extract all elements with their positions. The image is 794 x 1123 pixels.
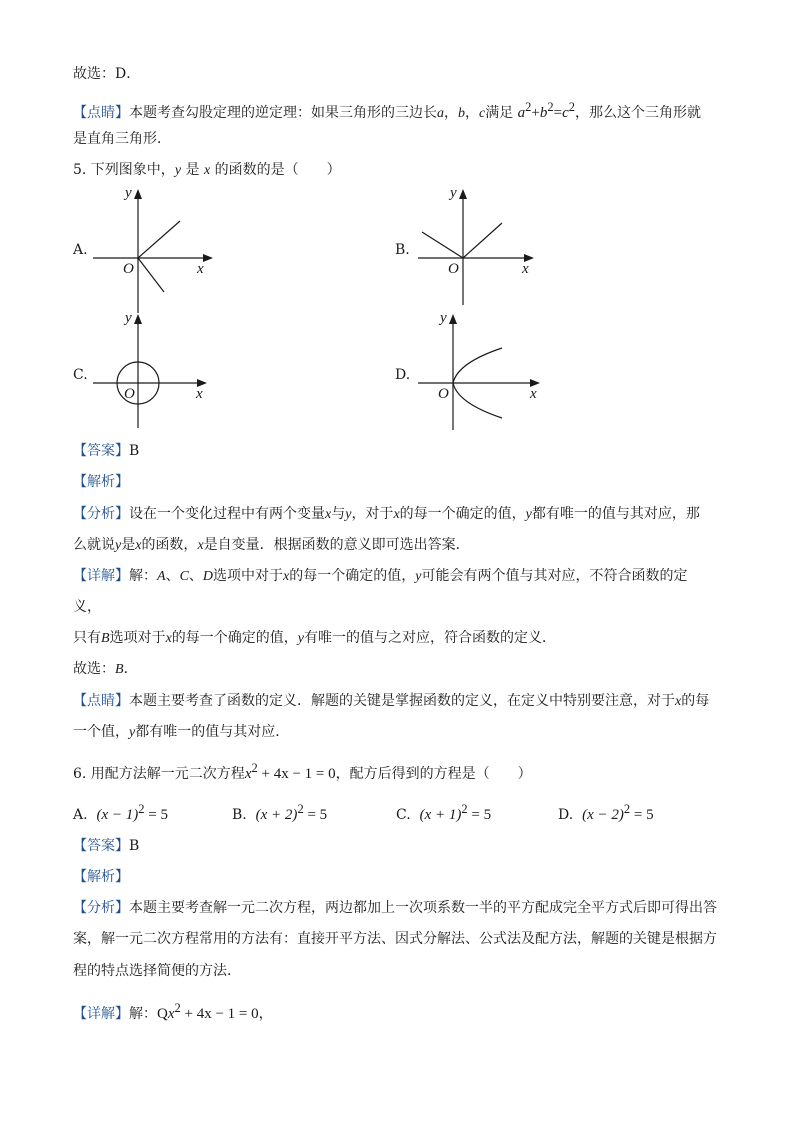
- curve-upper: [138, 221, 180, 258]
- eq-b: b: [539, 105, 548, 121]
- q5-graph-c: [85, 310, 235, 440]
- pythagoras-equation: [517, 100, 576, 121]
- text: 可能会有两个值与其对应，不符合函数的定: [421, 568, 688, 584]
- y-axis-arrow: [134, 189, 142, 199]
- comma: ，: [465, 105, 479, 121]
- q6-option-d: [558, 799, 654, 825]
- exp: 2: [623, 802, 631, 816]
- exp: 2: [461, 802, 468, 816]
- var-x: x: [165, 631, 172, 646]
- q6-fenxi-line-1: [73, 898, 717, 918]
- text: 、: [165, 568, 180, 584]
- q6-stem-text: 6. 用配方法解一元二次方程: [73, 766, 245, 782]
- top-choose-line: [73, 64, 140, 84]
- option-label: C.: [396, 807, 411, 823]
- var-B: B: [101, 631, 110, 646]
- text: 程的特点选择简便的方法．: [73, 963, 241, 979]
- q5-stem: [73, 160, 341, 181]
- var-x: x: [244, 766, 252, 782]
- var-y: y: [345, 507, 352, 522]
- text: 的每: [681, 693, 710, 709]
- var-y: y: [415, 569, 422, 584]
- q5-xiangjie-line-2: [73, 597, 101, 617]
- q5-dianjing-line-1: [73, 691, 709, 712]
- eq-c: c: [562, 105, 569, 121]
- y-axis-label: y: [125, 310, 132, 326]
- q5-graph-a: [85, 185, 235, 315]
- text: 是: [121, 537, 136, 553]
- var-x: x: [325, 507, 332, 522]
- y-axis-label: y: [450, 185, 457, 201]
- q6-stem-text: ，配方后得到的方程是（ ）: [335, 766, 532, 782]
- text: 一个值，: [73, 724, 129, 740]
- y-axis-label: y: [125, 185, 132, 201]
- q6-answer-line: [73, 836, 139, 856]
- text: 解：: [129, 1006, 157, 1022]
- tip-text: 本题考查勾股定理的逆定理：如果三角形的三边长: [129, 105, 437, 121]
- q6-stem: [73, 758, 532, 784]
- var-y: y: [297, 631, 304, 646]
- option-expr: [582, 802, 654, 823]
- var-x: x: [393, 507, 400, 522]
- q6-option-b: [232, 799, 327, 825]
- var-x: x: [283, 569, 290, 584]
- answer-tag: 【答案】: [73, 838, 129, 854]
- fenxi-tag: 【分析】: [73, 506, 129, 522]
- eq-a: a: [517, 105, 526, 121]
- text: 都有唯一的值与其对应，那: [531, 506, 700, 522]
- dianjing-tag: 【点睛】: [73, 693, 129, 709]
- x-axis-arrow: [203, 254, 213, 262]
- q5-stem-text: 5. 下列图象中，: [73, 162, 175, 178]
- tip-tag: 【点睛】: [73, 105, 129, 121]
- rhs: = 5: [630, 807, 654, 823]
- tip-text: 满足: [485, 105, 514, 121]
- q5-choose-line: [73, 659, 138, 680]
- var-A: A: [157, 569, 166, 584]
- tip-text: 是直角三角形．: [73, 131, 171, 147]
- exp: 2: [297, 802, 304, 816]
- answer-value: B: [129, 838, 140, 854]
- text: 解：: [129, 568, 157, 584]
- fenxi-tag: 【分析】: [73, 900, 129, 916]
- eq-op: +: [531, 105, 540, 121]
- var-x: x: [675, 694, 682, 709]
- q5-xiangjie-line-3: [73, 628, 556, 649]
- x-axis-label: x: [197, 261, 204, 277]
- text: 故选：: [73, 661, 115, 677]
- q6-fenxi-line-2: [73, 929, 717, 949]
- top-tip-line-1: [73, 97, 701, 124]
- option-label: D.: [558, 807, 574, 823]
- q5-answer-line: [73, 441, 139, 461]
- var-b: b: [458, 106, 465, 121]
- y-axis-label: y: [440, 310, 447, 326]
- origin-label: O: [123, 261, 134, 277]
- q6-work-equation: [157, 1001, 259, 1022]
- var-x: x: [203, 163, 211, 178]
- expr: (x + 2): [255, 807, 298, 823]
- q5-dianjing-line-2: [73, 722, 289, 743]
- answer-value: B: [129, 443, 140, 459]
- var-x: x: [135, 538, 142, 553]
- analysis-tag: 【解析】: [73, 869, 129, 885]
- q6-equation: [244, 761, 336, 782]
- q5-graph-d: [410, 310, 570, 440]
- curve-right: [463, 223, 502, 258]
- q6-analysis-line: [73, 867, 129, 887]
- q5-graph-b: [410, 185, 560, 315]
- var-c: c: [479, 106, 486, 121]
- q6-xiangjie-line: [73, 998, 273, 1024]
- q6-fenxi-line-3: [73, 961, 241, 981]
- y-axis-arrow: [449, 314, 457, 324]
- curve-lower: [138, 258, 164, 292]
- var-y: y: [525, 507, 532, 522]
- eq-rest: + 4x − 1 = 0: [180, 1006, 259, 1022]
- exp: 2: [251, 761, 258, 775]
- origin-label: O: [448, 261, 459, 277]
- text: 的每一个确定的值，: [289, 568, 416, 584]
- var-B: B: [115, 662, 124, 677]
- expr: (x − 1): [96, 807, 139, 823]
- eq-rest: + 4x − 1 = 0: [257, 766, 336, 782]
- text: 只有: [73, 630, 101, 646]
- q5-fenxi-line-1: [73, 504, 700, 525]
- x-axis-label: x: [530, 386, 537, 402]
- rhs: = 5: [303, 807, 328, 823]
- comma: ，: [444, 105, 458, 121]
- text: 都有唯一的值与其对应．: [135, 724, 290, 740]
- expr: (x + 1): [419, 807, 462, 823]
- y-axis-arrow: [134, 314, 142, 324]
- x-axis-label: x: [522, 261, 529, 277]
- text: 的每一个确定的值，: [171, 630, 298, 646]
- xiangjie-tag: 【详解】: [73, 1006, 129, 1022]
- origin-label: O: [438, 386, 449, 402]
- x-axis-label: x: [196, 386, 203, 402]
- xiangjie-tag: 【详解】: [73, 568, 129, 584]
- text: 选项对于: [109, 630, 166, 646]
- var-x: x: [167, 1006, 175, 1022]
- text: 设在一个变化过程中有两个变量: [129, 506, 325, 522]
- option-label: A.: [73, 807, 88, 823]
- exp: 2: [174, 1001, 181, 1015]
- var-C: C: [179, 569, 189, 584]
- text: 本题主要考查解一元二次方程，两边都加上一次项系数一半的平方配成完全平方式后即可得出答: [129, 900, 717, 916]
- q6-option-a: [73, 799, 168, 825]
- text: 本题主要考查了函数的定义．解题的关键是掌握函数的定义，在定义中特别要注意，对于: [129, 693, 675, 709]
- eq-exp: 2: [525, 100, 532, 114]
- text: 的每一个确定的值，: [399, 506, 526, 522]
- q5-option-a-label: A.: [73, 242, 88, 258]
- eq-op: =: [553, 105, 563, 121]
- q5-stem-text: 是: [181, 162, 204, 178]
- top-choose-text: 故选：D．: [73, 66, 141, 82]
- text: 有唯一的值与之对应，符合函数的定义．: [304, 630, 556, 646]
- text: 么就说: [73, 537, 115, 553]
- curve-left: [422, 232, 463, 258]
- answer-tag: 【答案】: [73, 443, 129, 459]
- text: 是自变量．根据函数的意义即可选出答案．: [203, 537, 470, 553]
- q5-xiangjie-line-1: [73, 566, 687, 587]
- expr: (x − 2): [582, 807, 624, 823]
- text: 义，: [73, 599, 101, 615]
- exp: 2: [138, 802, 145, 816]
- because-symbol: Q: [157, 1006, 168, 1022]
- q5-fenxi-line-2: [73, 535, 470, 556]
- option-expr: [96, 802, 168, 823]
- eq-exp: 2: [547, 100, 554, 114]
- text: ，对于: [351, 506, 394, 522]
- text: ，: [258, 1006, 273, 1022]
- option-expr: [419, 802, 492, 823]
- text: 、: [188, 568, 203, 584]
- q6-option-c: [396, 799, 491, 825]
- option-label: B.: [232, 807, 247, 823]
- rhs: = 5: [144, 807, 168, 823]
- text: 的函数，: [141, 537, 198, 553]
- eq-exp: 2: [568, 100, 576, 114]
- q5-option-b-label: B.: [395, 242, 410, 258]
- q5-option-c-label: C.: [73, 367, 88, 383]
- var-D: D: [202, 569, 214, 584]
- rhs: = 5: [467, 807, 492, 823]
- top-tip-line-2: [73, 129, 171, 149]
- option-expr: [255, 802, 328, 823]
- origin-label: O: [124, 386, 135, 402]
- analysis-tag: 【解析】: [73, 474, 129, 490]
- q5-option-d-label: D.: [395, 367, 411, 383]
- text: ．: [123, 661, 138, 677]
- text: 选项中对于: [213, 568, 284, 584]
- var-x: x: [197, 538, 204, 553]
- var-a: a: [437, 106, 444, 121]
- text: 与: [331, 506, 346, 522]
- text: 案，解一元二次方程常用的方法有：直接开平方法、因式分解法、公式法及配方法，解题的关键是根据方: [73, 931, 717, 947]
- y-axis-arrow: [459, 189, 467, 199]
- var-y: y: [174, 163, 182, 178]
- var-y: y: [115, 538, 122, 553]
- q5-stem-text: 的函数的是（ ）: [210, 162, 341, 178]
- var-y: y: [129, 725, 136, 740]
- q5-analysis-line: [73, 472, 129, 492]
- tip-text: ，那么这个三角形就: [575, 105, 702, 121]
